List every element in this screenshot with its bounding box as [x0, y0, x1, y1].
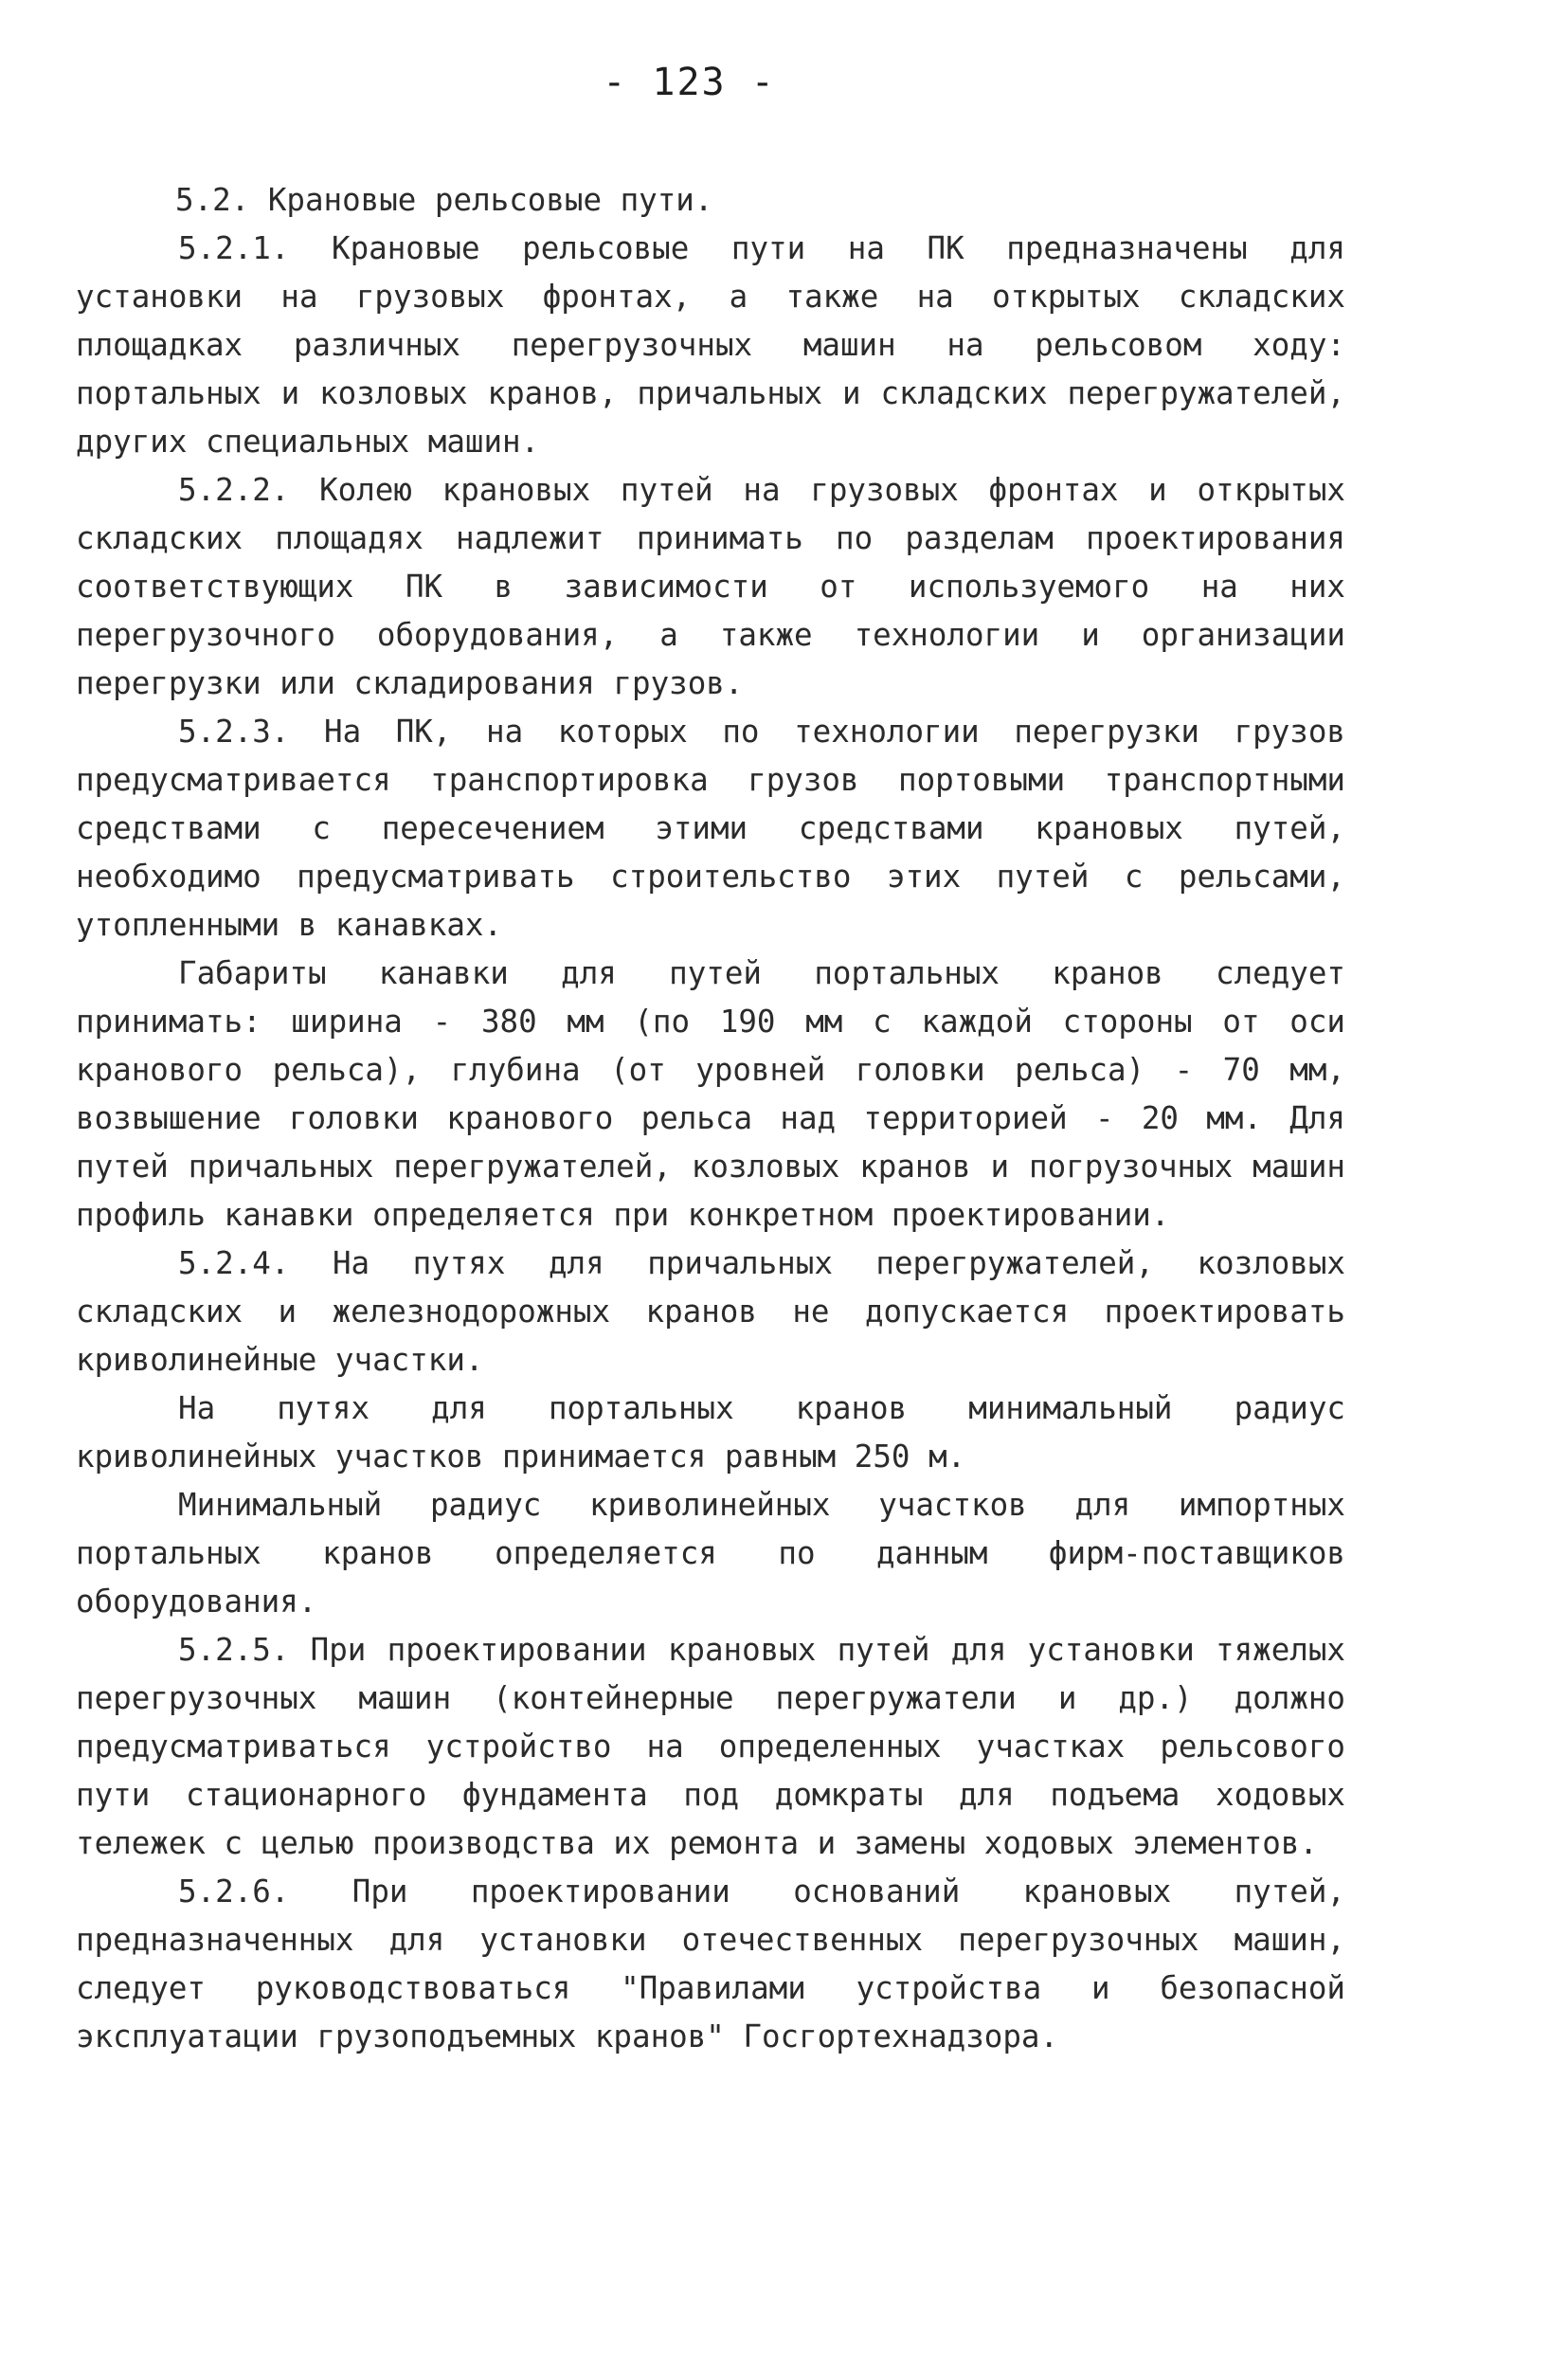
paragraph-5-2-5: 5.2.5. При проектировании крановых путей для установки тяжелых перегрузочных машин (контейнерные перегружатели и др.) должно предусматриваться устройство на определенных участках рельсового пути стационарного фундамента под домкраты для подъема ходовых тележек с целью производства их ремонта и замены ходовых элементов. [76, 1632, 1345, 1861]
page-number: - 123 - [603, 61, 776, 104]
body-text [76, 176, 1345, 2061]
paragraph-portal-crane-radius: На путях для портальных кранов минимальный радиус криволинейных участков принимается равным 250 м. [76, 1390, 1345, 1475]
paragraph-5-2-3: 5.2.3. На ПК, на которых по технологии перегрузки грузов предусматривается транспортировка грузов портовыми транспортными средствами с пересечением этими средствами крановых путей, необходимо предусматривать строительство этих путей с рельсами, утопленными в канавках. [76, 714, 1345, 943]
paragraph-5-2-2: 5.2.2. Колею крановых путей на грузовых фронтах и открытых складских площадях надлежит принимать по разделам проектирования соответствующих ПК в зависимости от используемого на них перегрузочного оборудования, а также технологии и организации перегрузки или складирования грузов. [76, 472, 1345, 701]
paragraph-5-2-6: 5.2.6. При проектировании оснований крановых путей, предназначенных для установки отечественных перегрузочных машин, следует руководствоваться "Правилами устройства и безопасной эксплуатации грузоподъемных кранов" Госгортехнадзора. [76, 1873, 1345, 2054]
document-page [76, 47, 1345, 2322]
section-heading: 5.2. Крановые рельсовые пути. [175, 182, 713, 218]
paragraph-5-2-1: 5.2.1. Крановые рельсовые пути на ПК предназначены для установки на грузовых фронтах, а также на открытых складских площадках различных перегрузочных машин на рельсовом ходу: портальных и козловых кранов, причальных и складских перегружателей, других специальных машин. [76, 230, 1345, 460]
paragraph-imported-crane-radius: Минимальный радиус криволинейных участков для импортных портальных кранов определяется по данным фирм-поставщиков оборудования. [76, 1487, 1345, 1620]
paragraph-groove-dimensions: Габариты канавки для путей портальных кранов следует принимать: ширина - 380 мм (по 190 мм с каждой стороны от оси кранового рельса), глубина (от уровней головки рельса) - 70 мм, возвышение головки кранового рельса над территорией - 20 мм. Для путей причальных перегружателей, козловых кранов и погрузочных машин профиль канавки определяется при конкретном проектировании. [76, 955, 1345, 1233]
paragraph-5-2-4: 5.2.4. На путях для причальных перегружателей, козловых складских и железнодорожных кранов не допускается проектировать криволинейные участки. [76, 1245, 1345, 1378]
